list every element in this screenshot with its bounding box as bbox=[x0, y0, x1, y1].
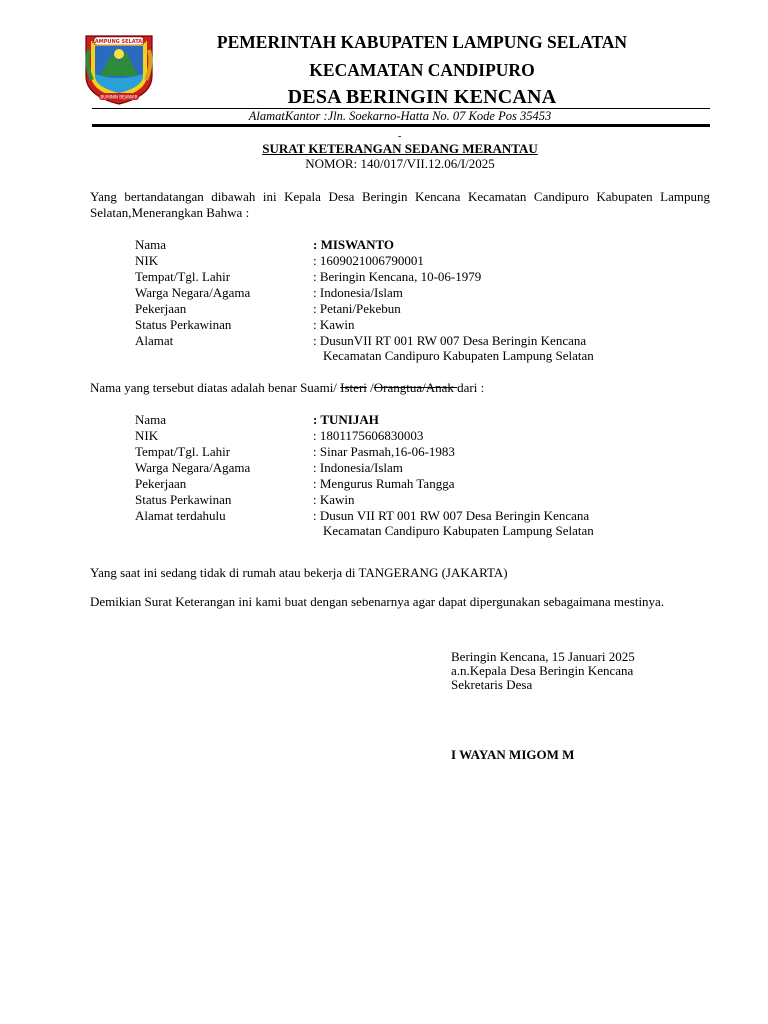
row-value: : 1801175606830003 bbox=[313, 428, 424, 443]
row-label: Warga Negara/Agama bbox=[135, 460, 251, 475]
row-value: : Indonesia/Islam bbox=[313, 460, 403, 475]
closing-paragraph: Demikian Surat Keterangan ini kami buat dengan sebenarnya agar dapat dipergunakan sebagaimana mestinya. bbox=[90, 594, 665, 609]
row-label: Nama bbox=[135, 412, 167, 427]
statement-paragraph: Yang saat ini sedang tidak di rumah atau bekerja di TANGERANG (JAKARTA) bbox=[90, 565, 508, 580]
intro-paragraph: Yang bertandatangan dibawah ini Kepala Desa Beringin Kencana Kecamatan Candipuro Kabupaten Lampung Selatan,Menerangkan Bahwa : bbox=[90, 189, 710, 220]
relation-suffix: dari : bbox=[457, 380, 485, 395]
relation-prefix: Nama yang tersebut diatas adalah benar Suami/ bbox=[90, 380, 341, 395]
row-value: : DusunVII RT 001 RW 007 Desa Beringin Kencana bbox=[313, 333, 587, 348]
row-label: Status Perkawinan bbox=[135, 317, 232, 332]
row-value: : TUNIJAH bbox=[313, 412, 379, 427]
relation-paragraph bbox=[90, 380, 710, 396]
row-label: Pekerjaan bbox=[135, 476, 187, 491]
letter-title: SURAT KETERANGAN SEDANG MERANTAU bbox=[262, 141, 538, 156]
signature-position: Sekretaris Desa bbox=[451, 677, 533, 692]
relation-struck-wife: Isteri bbox=[340, 380, 367, 395]
row-label: NIK bbox=[135, 428, 159, 443]
row-value: : Mengurus Rumah Tangga bbox=[313, 476, 455, 491]
relation-separator: / bbox=[366, 380, 374, 395]
row-value: : Sinar Pasmah,16-06-1983 bbox=[313, 444, 455, 459]
row-label: Alamat terdahulu bbox=[135, 508, 226, 523]
row-value: : Kawin bbox=[313, 317, 355, 332]
logo-top-text: LAMPUNG SELATAN bbox=[91, 39, 147, 45]
row-label: Nama bbox=[135, 237, 167, 252]
row-value: : Petani/Pekebun bbox=[313, 301, 401, 316]
row-label: Tempat/Tgl. Lahir bbox=[135, 269, 231, 284]
office-address: AlamatKantor :Jln. Soekarno-Hatta No. 07 Kode Pos 35453 bbox=[248, 109, 552, 123]
title-mark: - bbox=[398, 131, 402, 142]
row-value: : Dusun VII RT 001 RW 007 Desa Beringin Kencana bbox=[313, 508, 590, 523]
row-value: : MISWANTO bbox=[313, 237, 395, 252]
row-label: Alamat bbox=[135, 333, 174, 348]
row-value: : 1609021006790001 bbox=[313, 253, 424, 268]
row-label: Pekerjaan bbox=[135, 301, 187, 316]
district-name: KECAMATAN CANDIPURO bbox=[309, 60, 535, 80]
row-value: : Kawin bbox=[313, 492, 355, 507]
row-value: Kecamatan Candipuro Kabupaten Lampung Selatan bbox=[323, 523, 594, 538]
logo-bottom-text: BUMININ BEJAWAR bbox=[100, 94, 138, 100]
government-name: PEMERINTAH KABUPATEN LAMPUNG SELATAN bbox=[216, 32, 628, 52]
header-divider-thick bbox=[92, 124, 710, 127]
signatory-name: I WAYAN MIGOM M bbox=[451, 747, 575, 762]
relation-struck-parent-child: Orangtua/Anak bbox=[373, 380, 458, 395]
row-value: : Indonesia/Islam bbox=[313, 285, 403, 300]
village-name: DESA BERINGIN KENCANA bbox=[287, 86, 557, 108]
signature-place-date: Beringin Kencana, 15 Januari 2025 bbox=[451, 649, 635, 664]
row-label: Status Perkawinan bbox=[135, 492, 232, 507]
row-value: : Beringin Kencana, 10-06-1979 bbox=[313, 269, 482, 284]
row-label: Warga Negara/Agama bbox=[135, 285, 251, 300]
letter-number: NOMOR: 140/017/VII.12.06/I/2025 bbox=[305, 156, 495, 171]
row-label: NIK bbox=[135, 253, 159, 268]
signature-on-behalf: a.n.Kepala Desa Beringin Kencana bbox=[451, 663, 634, 678]
row-label: Tempat/Tgl. Lahir bbox=[135, 444, 231, 459]
row-value: Kecamatan Candipuro Kabupaten Lampung Selatan bbox=[323, 348, 594, 363]
